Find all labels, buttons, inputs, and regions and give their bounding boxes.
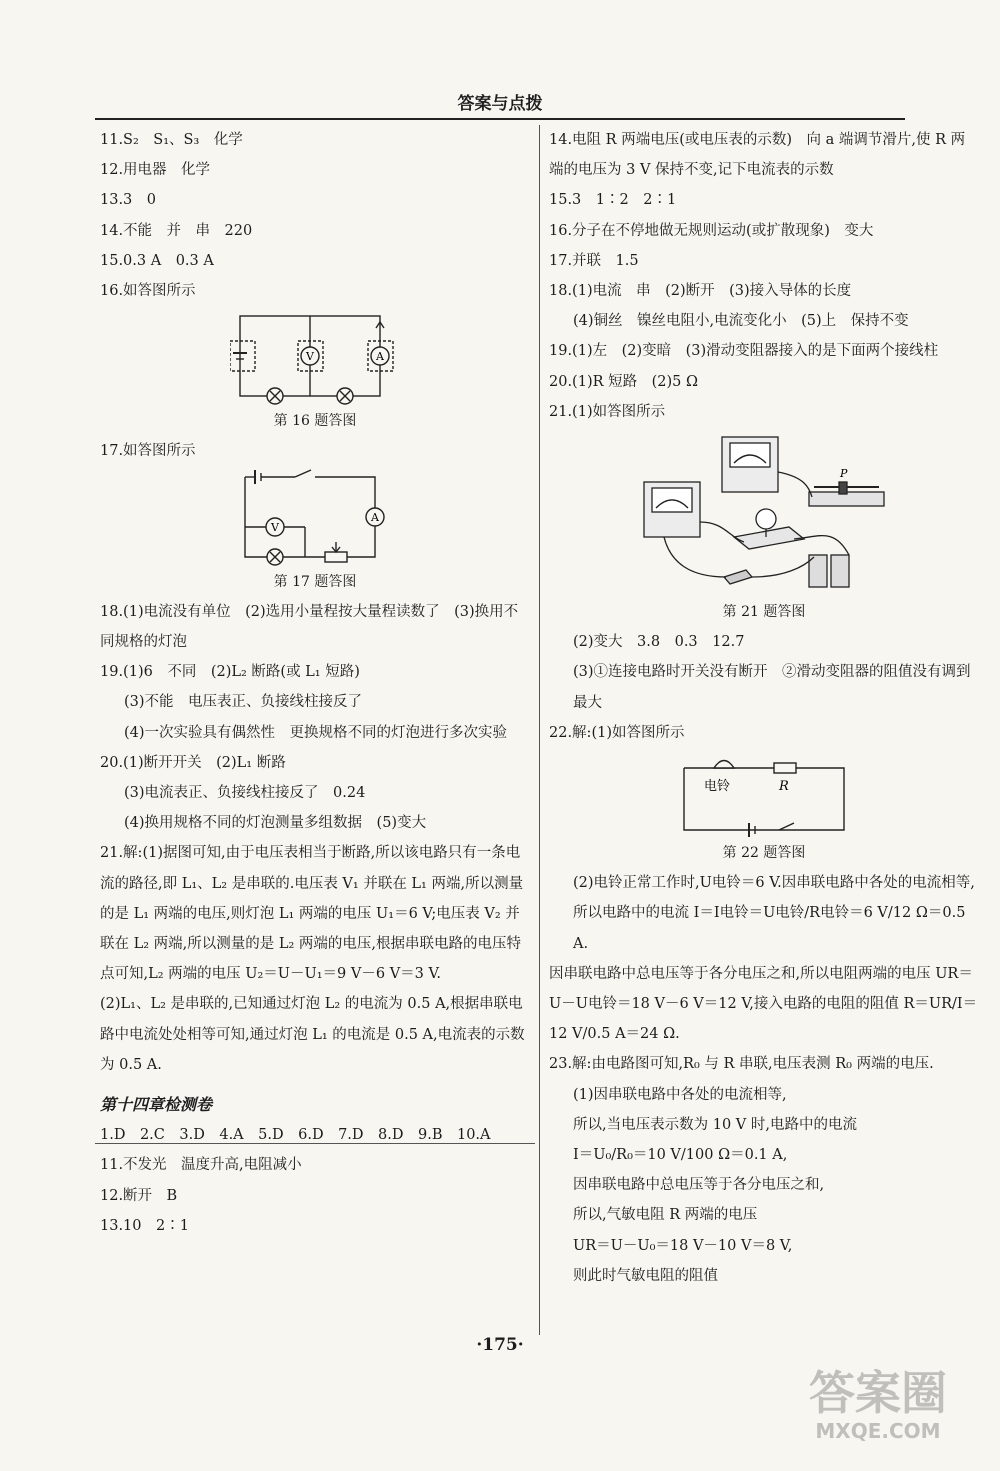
answer-line: (2)变大 3.8 0.3 12.7	[573, 634, 745, 651]
answer-paragraph: (2)L₁、L₂ 是串联的,已知通过灯泡 L₂ 的电流为 0.5 A,根据串联电路中电流处处相等可知,通过灯泡 L₁ 的电流是 0.5 A,电流表的示数为 0.5 A.	[100, 996, 525, 1073]
page-header	[95, 92, 905, 120]
voltmeter-label: V	[271, 520, 279, 534]
ammeter-label: A	[371, 510, 379, 524]
answer-line: 11.S₂ S₁、S₃ 化学	[100, 132, 243, 148]
answer-paragraph: 21.解:(1)据图可知,由于电压表相当于断路,所以该电路只有一条电流的路径,即 L₁、L₂ 是串联的.电压表 V₁ 并联在 L₁ 两端,所以测量的是 L₁ 两端的电压,则灯泡 L₁ 两端的电压 U₁＝6 V;电压表 V₂ 并联在 L₂ 两端,所以测量的是 L₂ 两端的电压,根据串联电路的电压特点可知,L₂ 两端的电压 U₂＝U－U₁＝9 V－6 V＝3 V.	[100, 845, 524, 983]
answer-line: 18.(1)电流没有单位 (2)选用小量程按大量程读数了 (3)换用不同规格的灯泡	[100, 603, 519, 651]
apparatus-illustration-21	[634, 427, 894, 597]
answer-line: 13.10 2∶1	[100, 1217, 189, 1234]
ammeter-label: A	[376, 350, 384, 364]
answer-line: 16.如答图所示	[100, 283, 196, 300]
answer-line: (3)①连接电路时开关没有断开 ②滑动变阻器的阻值没有调到最大	[573, 664, 971, 711]
watermark-logo	[778, 1367, 978, 1447]
watermark-url: MXQE.COM	[815, 1419, 941, 1443]
watermark-text: 答案圈	[809, 1366, 947, 1420]
answer-line: I＝U₀/R₀＝10 V/100 Ω＝0.1 A,	[573, 1147, 788, 1164]
slider-label: P	[840, 467, 848, 481]
answer-line: 18.(1)电流 串 (2)断开 (3)接入导体的长度	[549, 283, 852, 300]
answer-line: 17.如答图所示	[100, 443, 196, 460]
figure-caption: 第 22 题答图	[722, 845, 806, 862]
answer-line: 20.(1)断开开关 (2)L₁ 断路	[100, 754, 286, 771]
answer-line: 15.3 1∶2 2∶1	[549, 192, 677, 209]
answer-line: 12.断开 B	[100, 1187, 178, 1204]
answer-line: 20.(1)R 短路 (2)5 Ω	[549, 373, 699, 390]
answer-line: 19.(1)6 不同 (2)L₂ 断路(或 L₁ 短路)	[100, 664, 360, 681]
answer-line: 17.并联 1.5	[549, 252, 639, 269]
resistor-label: R	[779, 779, 789, 795]
circuit-diagram-22	[674, 748, 854, 838]
answer-line: 14.电阻 R 两端电压(或电压表的示数) 向 a 端调节滑片,使 R 两端的电压为 3 V 保持不变,记下电流表的示数	[549, 132, 966, 179]
answer-paragraph: (2)电铃正常工作时,U电铃＝6 V.因串联电路中各处的电流相等,所以电路中的电流 I＝I电铃＝U电铃/R电铃＝6 V/12 Ω＝0.5 A.	[573, 875, 975, 952]
answer-line: (4)铜丝 镍丝电阻小,电流变化小 (5)上 保持不变	[573, 313, 909, 330]
answer-line: (4)换用规格不同的灯泡测量多组数据 (5)变大	[124, 815, 427, 832]
answer-line: (3)不能 电压表正、负接线柱接反了	[124, 694, 363, 711]
left-column	[100, 125, 530, 1241]
answer-line: 所以,气敏电阻 R 两端的电压	[573, 1207, 758, 1224]
answer-line: 则此时气敏电阻的阻值	[573, 1267, 718, 1284]
answer-line: (3)电流表正、负接线柱接反了 0.24	[124, 785, 366, 802]
answer-line: 16.分子在不停地做无规则运动(或扩散现象) 变大	[549, 222, 874, 239]
header-title: 答案与点拨	[457, 94, 543, 114]
chapter-title: 第十四章检测卷	[100, 1095, 213, 1115]
voltmeter-label: V	[306, 350, 314, 364]
figure-caption: 第 17 题答图	[273, 573, 357, 590]
answer-line: 13.3 0	[100, 192, 157, 209]
figure-caption: 第 16 题答图	[273, 413, 357, 430]
bell-label: 电铃	[704, 779, 731, 795]
column-divider	[539, 125, 540, 1335]
answer-line: 23.解:由电路图可知,R₀ 与 R 串联,电压表测 R₀ 两端的电压.	[549, 1056, 934, 1073]
answer-line: 19.(1)左 (2)变暗 (3)滑动变阻器接入的是下面两个接线柱	[549, 343, 939, 360]
answer-line: UR＝U－U₀＝18 V－10 V＝8 V,	[573, 1237, 793, 1254]
answer-line: 22.解:(1)如答图所示	[549, 724, 685, 741]
answer-line: (4)一次实验具有偶然性 更换规格不同的灯泡进行多次实验	[124, 724, 508, 741]
answer-paragraph: 因串联电路中总电压等于各分电压之和,所以电阻两端的电压 UR＝U－U电铃＝18 V－6 V＝12 V,接入电路的电阻的阻值 R＝UR/I＝12 V/0.5 A＝24 Ω.	[549, 965, 978, 1043]
figure-caption: 第 21 题答图	[722, 604, 806, 621]
right-column	[549, 125, 979, 1291]
answer-line: 12.用电器 化学	[100, 162, 211, 179]
answer-line: 1.D 2.C 3.D 4.A 5.D 6.D 7.D 8.D 9.B 10.A	[100, 1127, 491, 1144]
answer-line: 15.0.3 A 0.3 A	[100, 252, 214, 269]
circuit-diagram-16	[230, 306, 400, 406]
answer-line: 14.不能 并 串 220	[100, 222, 253, 239]
answer-line: 因串联电路中总电压等于各分电压之和,	[573, 1177, 825, 1194]
answer-line: (1)因串联电路中各处的电流相等,	[573, 1086, 787, 1103]
answer-line: 所以,当电压表示数为 10 V 时,电路中的电流	[573, 1116, 857, 1133]
answer-line: 11.不发光 温度升高,电阻减小	[100, 1157, 302, 1174]
circuit-diagram-17	[215, 467, 415, 567]
answer-line: 21.(1)如答图所示	[549, 403, 666, 420]
page-number: ·175·	[476, 1335, 524, 1355]
